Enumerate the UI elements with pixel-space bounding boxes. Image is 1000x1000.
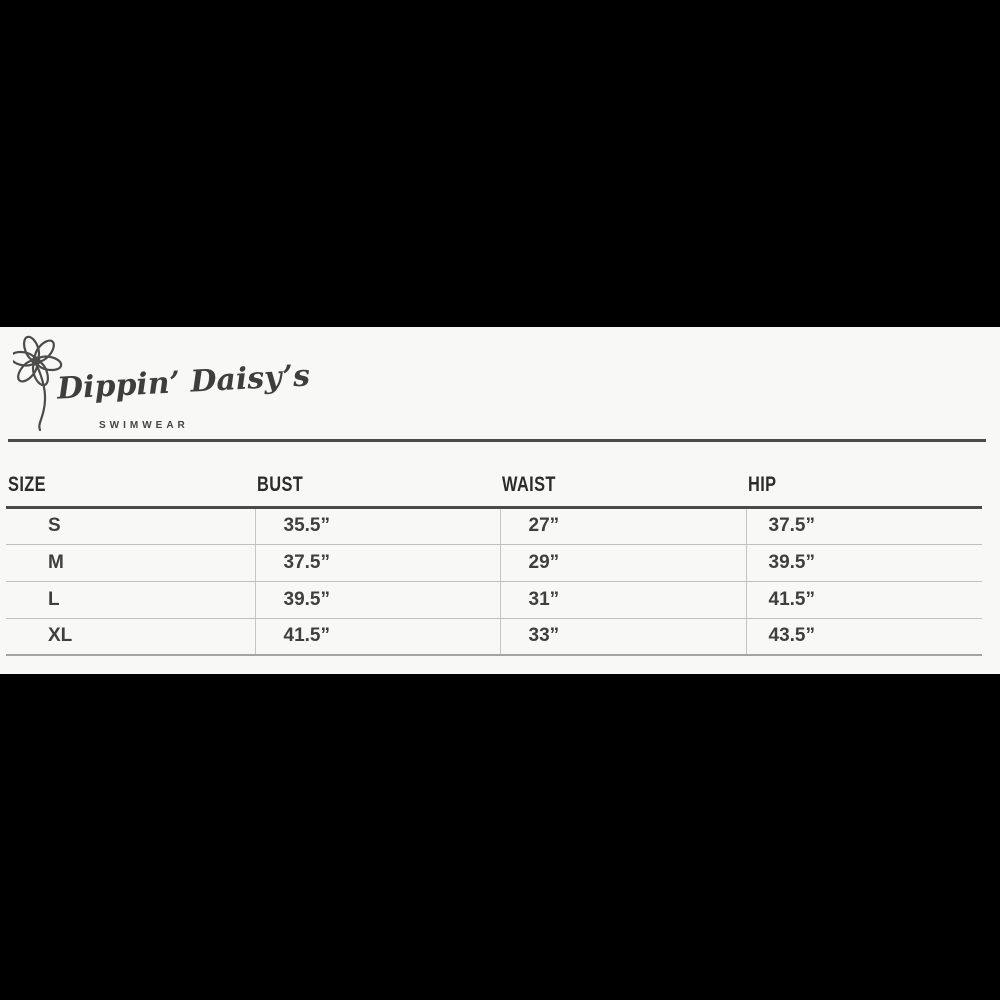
brand-tagline: SWIMWEAR — [99, 420, 189, 431]
header-row — [6, 471, 982, 507]
size-chart-panel — [0, 327, 1000, 674]
waist-cell: 31” — [500, 581, 746, 618]
waist-cell: 27” — [500, 507, 746, 544]
bust-cell: 37.5” — [255, 544, 500, 581]
waist-cell: 29” — [500, 544, 746, 581]
bust-cell: 39.5” — [255, 581, 500, 618]
table-row-l — [6, 581, 982, 618]
waist-cell: 33” — [500, 618, 746, 655]
hip-cell: 39.5” — [746, 544, 982, 581]
column-header-bust: BUST — [255, 471, 500, 507]
table-row-s — [6, 507, 982, 544]
hip-cell: 37.5” — [746, 507, 982, 544]
size-cell: S — [6, 507, 255, 544]
daisy-flower-icon — [13, 335, 63, 433]
hip-cell: 41.5” — [746, 581, 982, 618]
size-cell: XL — [6, 618, 255, 655]
brand-name: Dippin’ Daisy’s — [56, 358, 311, 407]
bust-cell: 41.5” — [255, 618, 500, 655]
size-cell: L — [6, 581, 255, 618]
column-header-size: SIZE — [6, 471, 255, 507]
column-header-waist: WAIST — [500, 471, 746, 507]
size-cell: M — [6, 544, 255, 581]
logo-divider — [8, 439, 986, 442]
table-row-m — [6, 544, 982, 581]
size-chart-table — [6, 471, 982, 656]
column-header-hip: HIP — [746, 471, 982, 507]
table-row-xl — [6, 618, 982, 655]
hip-cell: 43.5” — [746, 618, 982, 655]
bust-cell: 35.5” — [255, 507, 500, 544]
